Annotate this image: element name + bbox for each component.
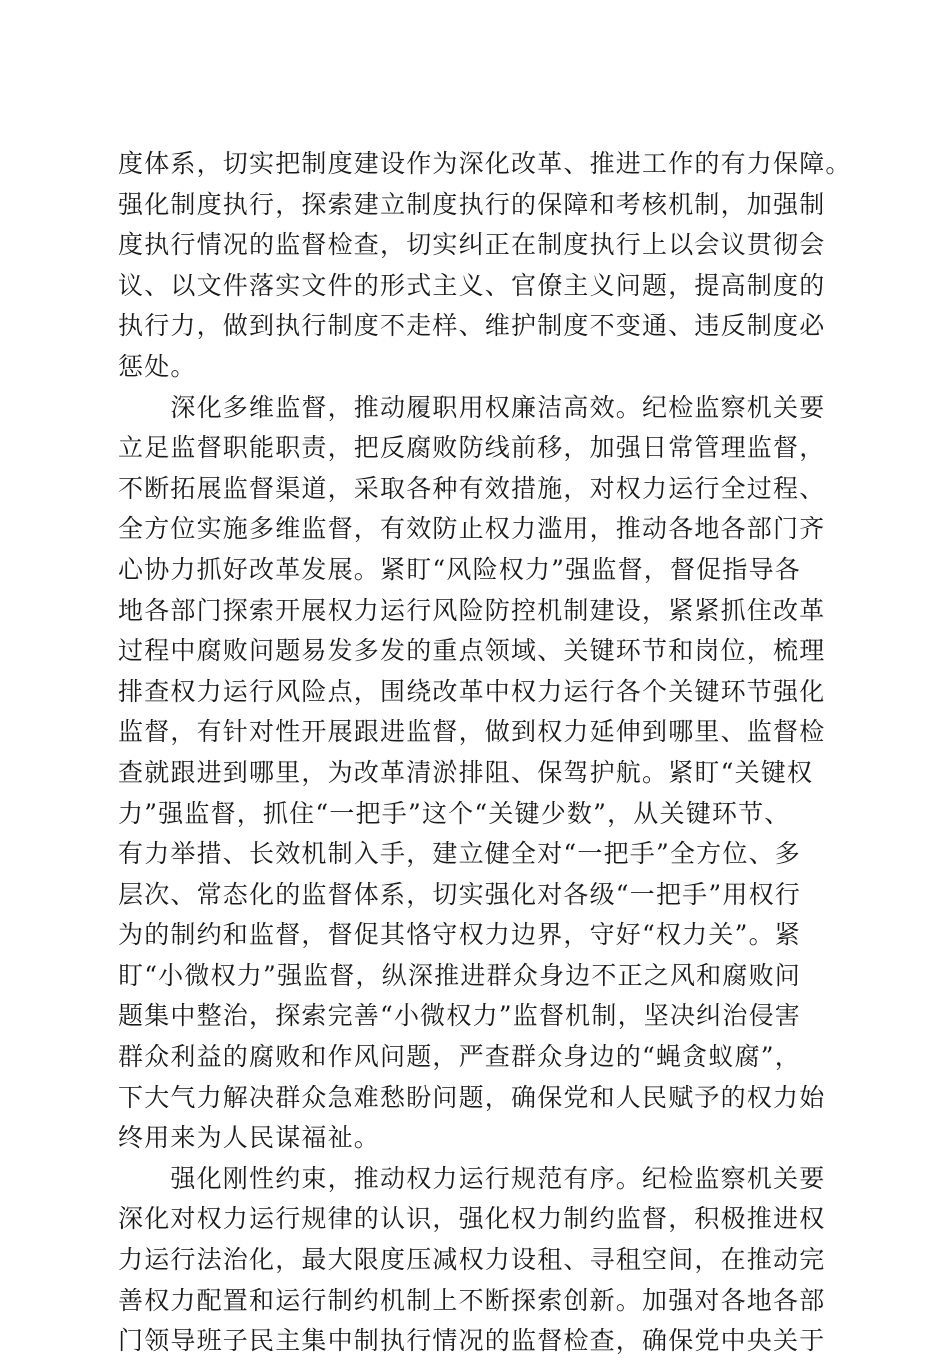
text-line: 为的制约和监督，督促其恪守权力边界，守好“权力关”。紧: [118, 920, 801, 950]
text-line: 力”强监督，抓住“一把手”这个“关键少数”，从关键环节、: [118, 798, 791, 828]
text-line: 执行力，做到执行制度不走样、维护制度不变通、违反制度必: [118, 311, 826, 341]
text-line: 门领导班子民主集中制执行情况的监督检查，确保党中央关于: [118, 1326, 826, 1356]
text-line: 度体系，切实把制度建设作为深化改革、推进工作的有力保障。: [118, 149, 852, 178]
text-line: 立足监督职能职责，把反腐败防线前移，加强日常管理监督，: [118, 433, 826, 463]
text-line: 群众利益的腐败和作风问题，严查群众身边的“蝇贪蚁腐”，: [118, 1042, 801, 1072]
text-line: 心协力抓好改革发展。紧盯“风险权力”强监督，督促指导各: [118, 554, 801, 584]
text-line: 层次、常态化的监督体系，切实强化对各级“一把手”用权行: [118, 879, 801, 909]
text-line: 盯“小微权力”强监督，纵深推进群众身边不正之风和腐败问: [118, 960, 801, 990]
text-line: 强化制度执行，探索建立制度执行的保障和考核机制，加强制: [118, 189, 826, 219]
text-line: 善权力配置和运行制约机制上不断探索创新。加强对各地各部: [118, 1285, 826, 1315]
text-line: 地各部门探索开展权力运行风险防控机制建设，紧紧抓住改革: [118, 595, 826, 625]
text-line: 不断拓展监督渠道，采取各种有效措施，对权力运行全过程、: [118, 473, 826, 503]
text-line: 下大气力解决群众急难愁盼问题，确保党和人民赋予的权力始: [118, 1082, 826, 1112]
text-line: 查就跟进到哪里，为改革清淤排阻、保驾护航。紧盯“关键权: [118, 757, 814, 787]
body-text: [118, 144, 852, 1362]
text-line: 度执行情况的监督检查，切实纠正在制度执行上以会议贯彻会: [118, 230, 826, 260]
text-line: 惩处。: [118, 351, 197, 381]
text-line: 力运行法治化，最大限度压减权力设租、寻租空间，在推动完: [118, 1245, 826, 1275]
text-line: 有力举措、长效机制入手，建立健全对“一把手”全方位、多: [118, 839, 801, 869]
text-line: 深化对权力运行规律的认识，强化权力制约监督，积极推进权: [118, 1204, 826, 1234]
text-line: 监督，有针对性开展跟进监督，做到权力延伸到哪里、监督检: [118, 717, 826, 747]
paragraph-start-line: 强化刚性约束，推动权力运行规范有序。纪检监察机关要: [118, 1163, 826, 1193]
paragraph-start-line: 深化多维监督，推动履职用权廉洁高效。纪检监察机关要: [118, 392, 826, 422]
text-line: 终用来为人民谋福祉。: [118, 1123, 381, 1153]
text-line: 排查权力运行风险点，围绕改革中权力运行各个关键环节强化: [118, 676, 826, 706]
text-line: 全方位实施多维监督，有效防止权力滥用，推动各地各部门齐: [118, 514, 826, 544]
text-line: 题集中整治，探索完善“小微权力”监督机制，坚决纠治侵害: [118, 1001, 801, 1031]
text-line: 议、以文件落实文件的形式主义、官僚主义问题，提高制度的: [118, 270, 826, 300]
text-line: 过程中腐败问题易发多发的重点领域、关键环节和岗位，梳理: [118, 636, 826, 666]
